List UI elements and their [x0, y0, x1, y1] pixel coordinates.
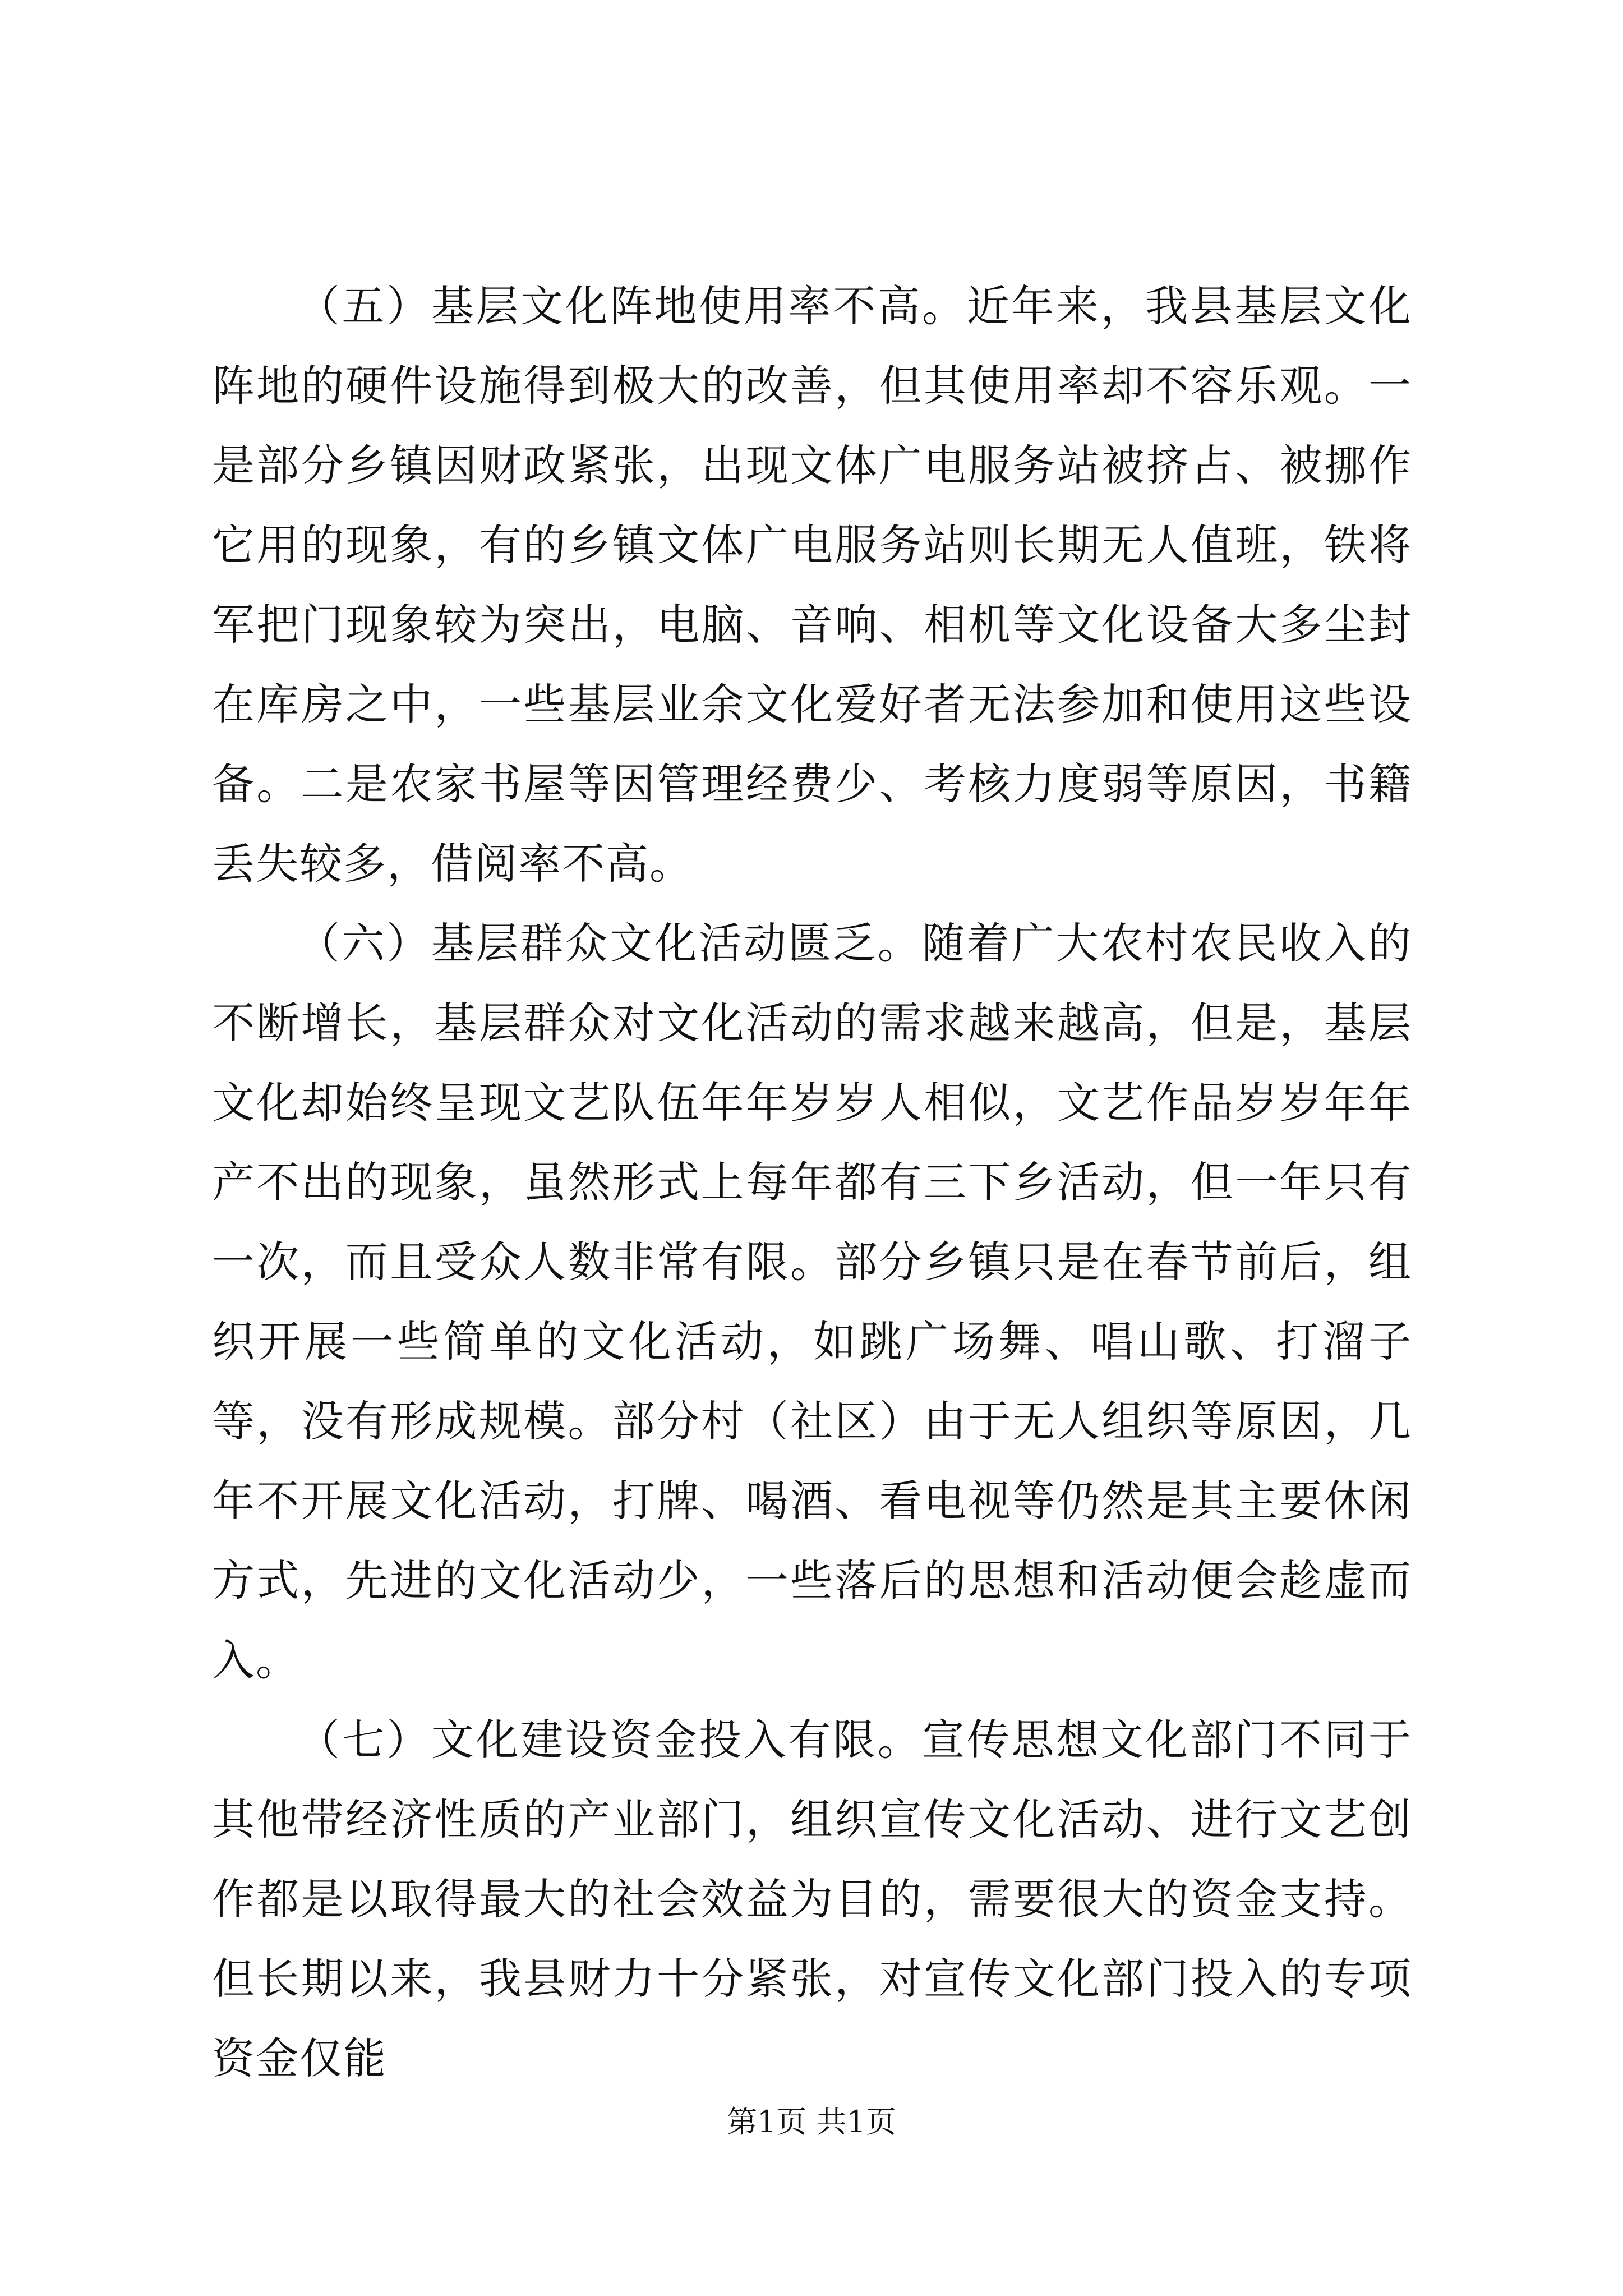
paragraph-6: （六）基层群众文化活动匮乏。随着广大农村农民收入的不断增长，基层群众对文化活动的需求越来越高，但是，基层文化却始终呈现文艺队伍年年岁岁人相似，文艺作品岁岁年年产不出的现象，虽然形式上每年都有三下乡活动，但一年只有一次，而且受众人数非常有限。部分乡镇只是在春节前后，组织开展一些简单的文化活动，如跳广场舞、唱山歌、打溜子等，没有形成规模。部分村（社区）由于无人组织等原因，几年不开展文化活动，打牌、喝酒、看电视等仍然是其主要休闲方式，先进的文化活动少，一些落后的思想和活动便会趁虚而入。: [212, 918, 1412, 1685]
document-body: [212, 266, 1412, 2099]
paragraph-5: （五）基层文化阵地使用率不高。近年来，我县基层文化阵地的硬件设施得到极大的改善，但其使用率却不容乐观。一是部分乡镇因财政紧张，出现文体广电服务站被挤占、被挪作它用的现象，有的乡镇文体广电服务站则长期无人值班，铁将军把门现象较为突出，电脑、音响、相机等文化设备大多尘封在库房之中，一些基层业余文化爱好者无法参加和使用这些设备。二是农家书屋等因管理经费少、考核力度弱等原因，书籍丢失较多，借阅率不高。: [212, 281, 1412, 889]
page-footer: 第1页 共1页: [727, 2104, 896, 2139]
paragraph-7: （七）文化建设资金投入有限。宣传思想文化部门不同于其他带经济性质的产业部门，组织宣传文化活动、进行文艺创作都是以取得最大的社会效益为目的，需要很大的资金支持。但长期以来，我县财力十分紧张，对宣传文化部门投入的专项资金仅能: [212, 1715, 1412, 2083]
